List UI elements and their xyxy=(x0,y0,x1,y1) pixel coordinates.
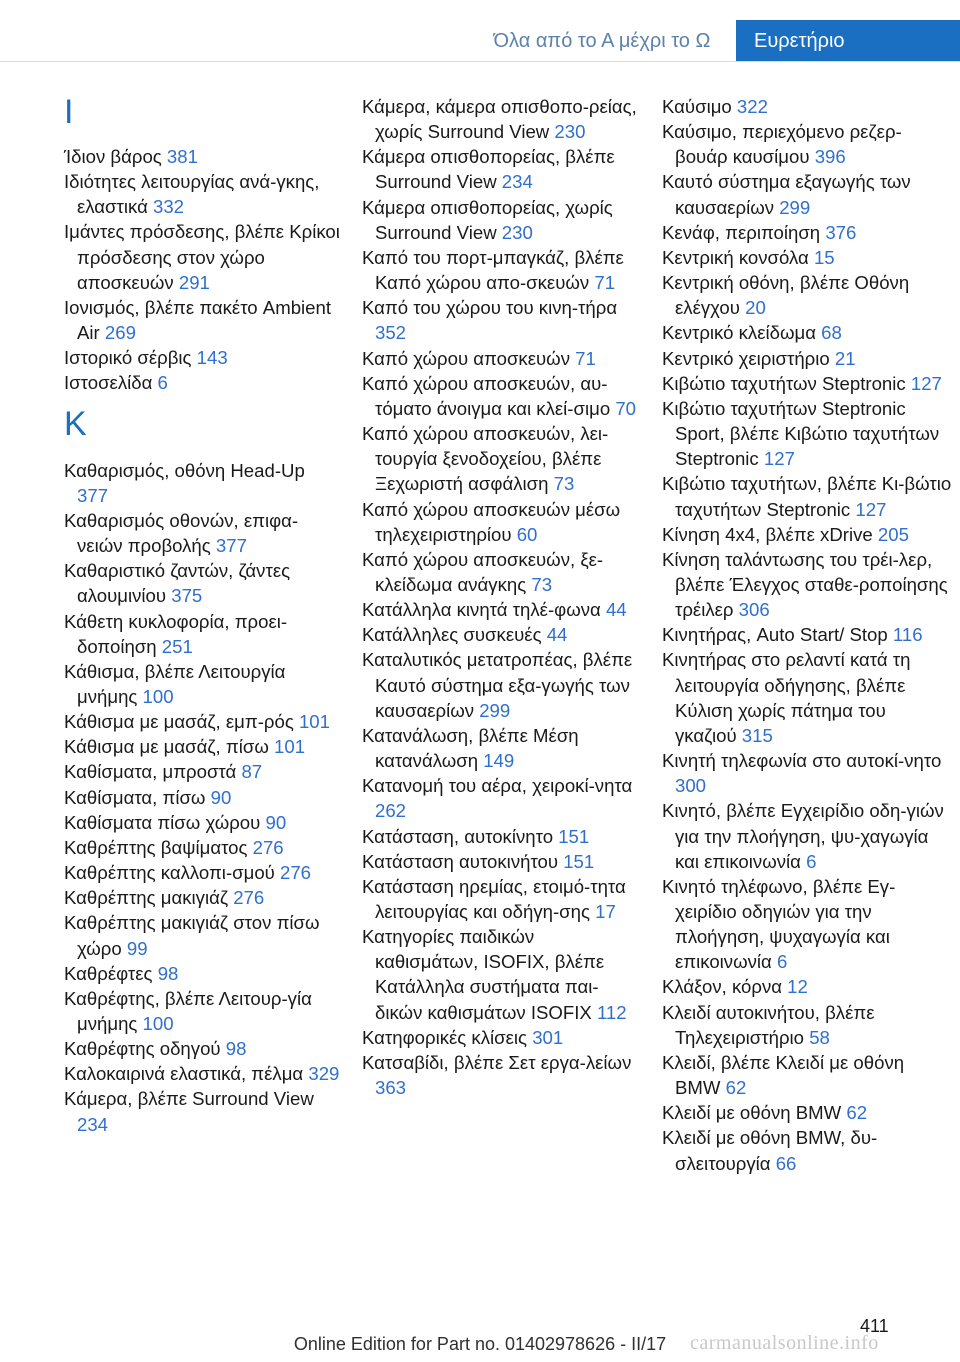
index-entry xyxy=(64,659,340,709)
index-term: Καπό του πορτ-μπαγκάζ, βλέπε Καπό χώρου απο‐σκευών xyxy=(362,246,624,294)
page-reference-link[interactable]: 332 xyxy=(153,196,185,218)
index-entry xyxy=(662,346,952,371)
index-entry xyxy=(362,849,640,874)
index-entry xyxy=(64,370,340,395)
index-entry xyxy=(64,458,340,508)
index-entry xyxy=(64,810,340,835)
page-reference-link[interactable]: 381 xyxy=(166,146,198,167)
index-term: Κιβώτιο ταχυτήτων, βλέπε Κι‐βώτιο ταχυτήτων Steptronic xyxy=(662,473,952,520)
page-reference-link[interactable]: 315 xyxy=(741,724,773,746)
index-term: Κλειδί αυτοκινήτου, βλέπε Τηλεχειριστήριο xyxy=(662,1001,875,1048)
page-reference-link[interactable]: 101 xyxy=(298,711,330,733)
index-term: Κάθισμα, βλέπε Λειτουργία μνήμης xyxy=(64,660,286,707)
index-term: Καθίσματα πίσω χώρου xyxy=(64,811,266,833)
index-entry xyxy=(64,508,340,558)
index-term: Κιβώτιο ταχυτήτων Steptronic Sport, βλέπε Κιβώτιο ταχυτήτων Steptronic xyxy=(662,397,940,470)
index-entry xyxy=(362,1050,640,1100)
page-reference-link[interactable]: 329 xyxy=(308,1063,340,1085)
index-term: Καθαρισμός, οθόνη Head-Up xyxy=(64,459,305,481)
index-entry xyxy=(662,647,952,748)
page-reference-link[interactable]: 12 xyxy=(787,976,808,998)
index-entry xyxy=(64,609,340,659)
index-term: Κεντρική οθόνη, βλέπε Οθόνη ελέγχου xyxy=(662,272,910,319)
index-entry xyxy=(362,346,640,371)
page-reference-link[interactable]: 70 xyxy=(615,397,637,419)
index-term: Κινητήρας, Auto Start/ Stop xyxy=(662,624,893,646)
index-term: Καπό του χώρου του κινη‐τήρα xyxy=(362,297,618,319)
index-entry xyxy=(662,748,952,798)
index-term: Κατανάλωση, βλέπε Μέση κατανάλωση xyxy=(362,724,579,772)
index-term: Καπό χώρου αποσκευών xyxy=(362,347,576,369)
index-entry xyxy=(662,1050,952,1100)
index-term: Καύσιμο xyxy=(662,96,737,117)
index-entry xyxy=(64,885,340,910)
index-term: Κιβώτιο ταχυτήτων Steptronic xyxy=(662,372,911,394)
page-reference-link[interactable]: 234 xyxy=(501,171,533,193)
index-entry xyxy=(362,824,640,849)
index-column-1 xyxy=(64,94,340,1137)
page-reference-link[interactable]: 363 xyxy=(375,1077,407,1099)
page-reference-link[interactable]: 112 xyxy=(596,1001,627,1023)
page-reference-link[interactable]: 375 xyxy=(171,585,203,607)
index-entry xyxy=(64,759,340,784)
index-entry xyxy=(362,547,640,597)
index-entry xyxy=(64,860,340,885)
index-term: Καθρέπτης μακιγιάζ στον πίσω χώρο xyxy=(64,912,320,959)
page-reference-link[interactable]: 99 xyxy=(126,937,148,959)
page-reference-link[interactable]: 251 xyxy=(161,635,193,657)
index-term: Καθίσματα, πίσω xyxy=(64,786,211,808)
page-reference-link[interactable]: 6 xyxy=(157,372,168,394)
index-term: Κλειδί, βλέπε Κλειδί με οθόνη BMW xyxy=(662,1051,905,1099)
page-reference-link[interactable]: 90 xyxy=(210,786,232,808)
index-term: Καπό χώρου αποσκευών, λει‐τουργία ξενοδοχείου, βλέπε Ξεχωριστή ασφάλιση xyxy=(362,423,609,495)
page-reference-link[interactable]: 276 xyxy=(252,836,284,858)
index-entry xyxy=(362,874,640,924)
page-reference-link[interactable]: 21 xyxy=(834,347,856,369)
index-term: Καπό χώρου αποσκευών, αυ‐τόματο άνοιγμα και κλεί‐σιμο xyxy=(362,372,616,419)
index-entry xyxy=(362,295,640,345)
index-term: Κατάσταση, αυτοκίνητο xyxy=(362,825,559,847)
page-reference-link[interactable]: 299 xyxy=(779,196,811,218)
index-term: Κεντρικό χειριστήριο xyxy=(662,347,835,369)
page-reference-link[interactable]: 100 xyxy=(142,1013,174,1034)
page-reference-link[interactable]: 20 xyxy=(745,297,766,319)
page-reference-link[interactable]: 291 xyxy=(178,271,210,293)
index-entry xyxy=(362,622,640,647)
section-letter: I xyxy=(64,93,74,131)
section-letter: K xyxy=(64,404,87,443)
index-entry xyxy=(64,169,340,219)
page-reference-link[interactable]: 73 xyxy=(553,473,575,495)
page-reference-link[interactable]: 301 xyxy=(532,1026,564,1048)
page-reference-link[interactable]: 352 xyxy=(375,322,407,344)
index-column-3 xyxy=(662,94,952,1176)
index-term: Καθρέπτης μακιγιάζ xyxy=(64,887,234,909)
index-term: Κατσαβίδι, βλέπε Σετ εργα‐λείων xyxy=(362,1051,632,1073)
index-term: Καθαρισμός οθονών, επιφα‐νειών προβολής xyxy=(64,509,299,557)
index-term: Κινητό τηλέφωνο, βλέπε Εγ‐χειρίδιο οδηγιών για την πλοήγηση, ψυχαγωγία και επικοινωνία xyxy=(662,875,896,973)
index-term: Κάμερα, βλέπε Surround View xyxy=(64,1088,314,1110)
page-number: 411 xyxy=(860,1316,889,1336)
index-term: Καπό χώρου αποσκευών, ξε‐κλείδωμα ανάγκης xyxy=(362,548,604,595)
index-term: Καθρέπτης βαψίματος xyxy=(64,836,253,858)
index-entry xyxy=(662,220,952,245)
page-reference-link[interactable]: 15 xyxy=(813,246,835,268)
index-entry xyxy=(64,219,340,294)
page-reference-link[interactable]: 98 xyxy=(225,1038,247,1060)
index-term: Καπό χώρου αποσκευών μέσω τηλεχειριστηρίου xyxy=(362,498,621,545)
index-entry xyxy=(64,961,340,986)
index-entry xyxy=(64,558,340,608)
index-entry xyxy=(64,734,340,759)
index-term: Καθρέφτες xyxy=(64,962,158,984)
index-term: Κεντρική κονσόλα xyxy=(662,246,814,268)
index-term: Ιδιότητες λειτουργίας ανά‐γκης, ελαστικά xyxy=(64,171,320,218)
page-reference-link[interactable]: 62 xyxy=(846,1102,868,1124)
index-entry xyxy=(662,371,952,396)
page-reference-link[interactable]: 6 xyxy=(806,850,817,872)
index-term: Κατηγορίες παιδικών καθισμάτων, ISOFIX, βλέπε Κατάλληλα συστήματα παι‐δικών καθισμάτων ISOFIX xyxy=(362,926,605,1023)
page-reference-link[interactable]: 300 xyxy=(675,775,707,797)
index-term: Κατάσταση αυτοκινήτου xyxy=(362,850,564,872)
tab-a-to-z[interactable]: Όλα από το Α μέχρι το Ω xyxy=(468,20,736,62)
index-entry xyxy=(362,144,640,194)
index-term: Κινητό, βλέπε Εγχειρίδιο οδη‐γιών για την πλοήγηση, ψυ‐χαγωγία και επικοινωνία xyxy=(662,800,944,872)
page-reference-link[interactable]: 17 xyxy=(595,901,616,922)
index-term: Καθρέφτης οδηγού xyxy=(64,1038,226,1060)
page-reference-link[interactable]: 58 xyxy=(809,1026,830,1048)
top-navigation-bar xyxy=(0,0,960,62)
page-reference-link[interactable]: 127 xyxy=(910,372,942,394)
index-term: Κεντρικό κλείδωμα xyxy=(662,322,822,344)
page-reference-link[interactable]: 376 xyxy=(825,221,857,243)
index-entry xyxy=(662,874,952,975)
page-reference-link[interactable]: 322 xyxy=(736,96,768,117)
index-entry xyxy=(662,320,952,345)
index-term: Καθρέφτης, βλέπε Λειτουρ‐γία μνήμης xyxy=(64,987,312,1034)
page-reference-link[interactable]: 276 xyxy=(280,862,312,884)
index-entry xyxy=(662,396,952,471)
page-reference-link[interactable]: 87 xyxy=(241,761,263,783)
index-entry xyxy=(662,94,952,119)
page-reference-link[interactable]: 71 xyxy=(575,347,596,369)
index-entry xyxy=(362,371,640,421)
page-reference-link[interactable]: 151 xyxy=(558,825,590,847)
index-entry xyxy=(662,522,952,547)
page-reference-link[interactable]: 205 xyxy=(877,523,909,545)
index-entry xyxy=(362,1025,640,1050)
index-term: Κλειδί με οθόνη BMW xyxy=(662,1102,847,1124)
index-term: Καθαριστικό ζαντών, ζάντες αλουμινίου xyxy=(64,560,291,607)
index-entry xyxy=(64,709,340,734)
page-reference-link[interactable]: 116 xyxy=(892,624,923,646)
page-reference-link[interactable]: 299 xyxy=(479,699,511,721)
index-entry xyxy=(662,245,952,270)
index-term: Κατάλληλα κινητά τηλέ‐φωνα xyxy=(362,599,606,621)
index-entry xyxy=(64,295,340,345)
index-term: Καταλυτικός μετατροπέας, βλέπε Καυτό σύστημα εξα‐γωγής των καυσαερίων xyxy=(362,649,633,721)
index-term: Κατηφορικές κλίσεις xyxy=(362,1026,533,1048)
page-reference-link[interactable]: 377 xyxy=(215,535,247,557)
index-term: Καύσιμο, περιεχόμενο ρεζερ‐βουάρ καυσίμου xyxy=(662,121,902,168)
index-column-2 xyxy=(362,94,640,1100)
index-entry xyxy=(64,835,340,860)
index-entry xyxy=(662,471,952,521)
index-entry xyxy=(64,910,340,960)
index-entry xyxy=(362,647,640,722)
index-entry xyxy=(362,723,640,773)
index-entry xyxy=(362,195,640,245)
index-term: Ιστορικό σέρβις xyxy=(64,347,197,369)
page-reference-link[interactable]: 44 xyxy=(605,599,627,621)
page-reference-link[interactable]: 269 xyxy=(104,322,136,344)
page-reference-link[interactable]: 71 xyxy=(594,272,616,294)
index-term: Κατάσταση ηρεμίας, ετοιμό‐τητα λειτουργίας και οδήγη‐σης xyxy=(362,875,626,922)
index-term: Καθρέπτης καλλοπι‐σμού xyxy=(64,862,280,884)
index-entry xyxy=(662,1125,952,1175)
index-entry xyxy=(64,986,340,1036)
page-reference-link[interactable]: 66 xyxy=(775,1152,797,1174)
page-reference-link[interactable]: 98 xyxy=(157,962,179,984)
index-term: Ιμάντες πρόσδεσης, βλέπε Κρίκοι πρόσδεσης στον χώρο αποσκευών xyxy=(64,221,340,293)
index-entry xyxy=(662,798,952,873)
index-entry xyxy=(662,270,952,320)
index-entry xyxy=(362,245,640,295)
index-entry xyxy=(362,421,640,496)
index-entry xyxy=(64,144,340,169)
index-entry xyxy=(362,597,640,622)
page-reference-link[interactable]: 396 xyxy=(814,146,846,168)
page-reference-link[interactable]: 230 xyxy=(501,221,533,243)
index-term: Ιστοσελίδα xyxy=(64,372,158,394)
index-entry xyxy=(662,119,952,169)
index-entry xyxy=(362,773,640,823)
index-term: Κατανομή του αέρα, χειροκί‐νητα xyxy=(362,775,633,797)
index-term: Ιονισμός, βλέπε πακέτο Ambient Air xyxy=(64,296,332,344)
index-term: Ίδιον βάρος xyxy=(64,146,167,167)
index-term: Κενάφ, περιποίηση xyxy=(662,221,826,243)
index-entry xyxy=(64,785,340,810)
page-reference-link[interactable]: 127 xyxy=(763,448,795,470)
page-reference-link[interactable]: 44 xyxy=(546,624,568,646)
index-entry xyxy=(64,1036,340,1061)
page-reference-link[interactable]: 68 xyxy=(821,322,842,344)
page-reference-link[interactable]: 143 xyxy=(196,347,228,369)
index-term: Κλειδί με οθόνη BMW, δυ‐σλειτουργία xyxy=(662,1127,878,1174)
page-reference-link[interactable]: 306 xyxy=(738,599,770,621)
edition-footer: Online Edition for Part no. 01402978626 - II/17 xyxy=(293,1334,667,1354)
index-term: Καθίσματα, μπροστά xyxy=(64,761,242,783)
index-term: Κάμερα οπισθοπορείας, χωρίς Surround View xyxy=(362,196,613,243)
index-entry xyxy=(662,169,952,219)
page-reference-link[interactable]: 262 xyxy=(375,800,407,822)
page-reference-link[interactable]: 60 xyxy=(516,523,538,545)
index-term: Κάθισμα με μασάζ, πίσω xyxy=(64,736,275,758)
index-entry xyxy=(64,1061,340,1086)
index-entry xyxy=(362,94,640,144)
index-term: Κλάξον, κόρνα xyxy=(662,976,788,998)
index-term: Κάμερα, κάμερα οπισθοπο‐ρείας, χωρίς Surround View xyxy=(362,96,637,143)
index-term: Κινητή τηλεφωνία στο αυτοκί‐νητο xyxy=(662,750,942,772)
page-reference-link[interactable]: 276 xyxy=(233,887,265,909)
page-reference-link[interactable]: 151 xyxy=(563,850,595,872)
index-entry xyxy=(662,974,952,999)
watermark: carmanualsonline.info xyxy=(690,1332,879,1354)
index-entry xyxy=(362,924,640,1025)
page-reference-link[interactable]: 90 xyxy=(265,811,287,833)
index-term: Κίνηση ταλάντωσης του τρέι‐λερ, βλέπε Έλεγχος σταθε‐ροποίησης τρέιλερ xyxy=(662,548,948,621)
index-term: Καλοκαιρινά ελαστικά, πέλμα xyxy=(64,1063,309,1085)
index-term: Καυτό σύστημα εξαγωγής των καυσαερίων xyxy=(662,171,911,218)
index-entry xyxy=(662,547,952,622)
header-divider xyxy=(0,61,960,62)
page-reference-link[interactable]: 377 xyxy=(77,484,109,506)
page-reference-link[interactable]: 6 xyxy=(776,951,788,973)
index-term: Κάθετη κυκλοφορία, προει‐δοποίηση xyxy=(64,610,288,657)
index-term: Κατάλληλες συσκευές xyxy=(362,624,547,646)
index-term: Κινητήρας στο ρελαντί κατά τη λειτουργία οδήγησης, βλέπε Κύλιση χωρίς πάτημα του γκαζιού xyxy=(662,649,911,746)
index-entry xyxy=(362,497,640,547)
page-reference-link[interactable]: 62 xyxy=(725,1077,747,1099)
page-reference-link[interactable]: 149 xyxy=(483,750,515,772)
page-reference-link[interactable]: 101 xyxy=(274,736,306,758)
page-reference-link[interactable]: 234 xyxy=(77,1113,109,1135)
index-term: Κίνηση 4x4, βλέπε xDrive xyxy=(662,523,878,545)
index-entry xyxy=(64,1086,340,1136)
page-reference-link[interactable]: 230 xyxy=(554,121,586,143)
index-term: Κάθισμα με μασάζ, εμπ‐ρός xyxy=(64,711,299,733)
tab-index[interactable]: Ευρετήριο xyxy=(736,20,960,62)
page-reference-link[interactable]: 73 xyxy=(531,573,553,595)
index-entry xyxy=(662,1000,952,1050)
index-entry xyxy=(662,1100,952,1125)
index-entry xyxy=(662,622,952,647)
page-reference-link[interactable]: 100 xyxy=(142,685,174,707)
page-reference-link[interactable]: 127 xyxy=(855,498,887,520)
index-entry xyxy=(64,345,340,370)
index-term: Κάμερα οπισθοπορείας, βλέπε Surround View xyxy=(362,146,615,193)
